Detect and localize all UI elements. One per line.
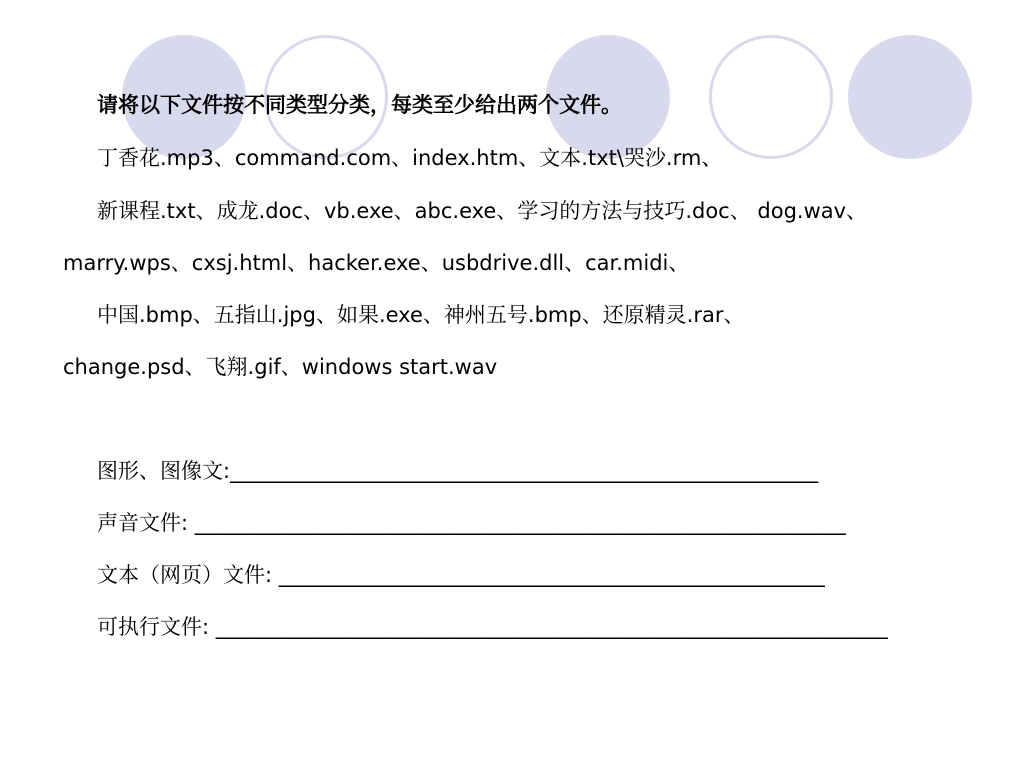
answer-audio-files: 声音文件: ______________________________________________________________ [97,511,846,535]
file-list-line-1: 丁香花.mp3、command.com、index.htm、文本.txt\哭沙.rm、 [97,146,723,170]
answer-executable-files: 可执行文件: ________________________________________________________________ [97,615,888,639]
decorative-ring-2 [709,35,833,159]
file-list-line-5: change.psd、飞翔.gif、windows start.wav [63,355,498,379]
answer-text-files: 文本（网页）文件: ____________________________________________________ [97,563,825,587]
file-list-line-2: 新课程.txt、成龙.doc、vb.exe、abc.exe、学习的方法与技巧.doc、 dog.wav、 [97,199,868,223]
decorative-circle-3 [848,35,972,159]
answer-image-files: 图形、图像文:________________________________________________________ [97,459,819,483]
file-list-line-4: 中国.bmp、五指山.jpg、如果.exe、神州五号.bmp、还原精灵.rar、 [97,303,745,327]
file-list-line-3: marry.wps、cxsj.html、hacker.exe、usbdrive.dll、car.midi、 [63,251,690,275]
question-text: 请将以下文件按不同类型分类，每类至少给出两个文件。 [97,93,622,117]
